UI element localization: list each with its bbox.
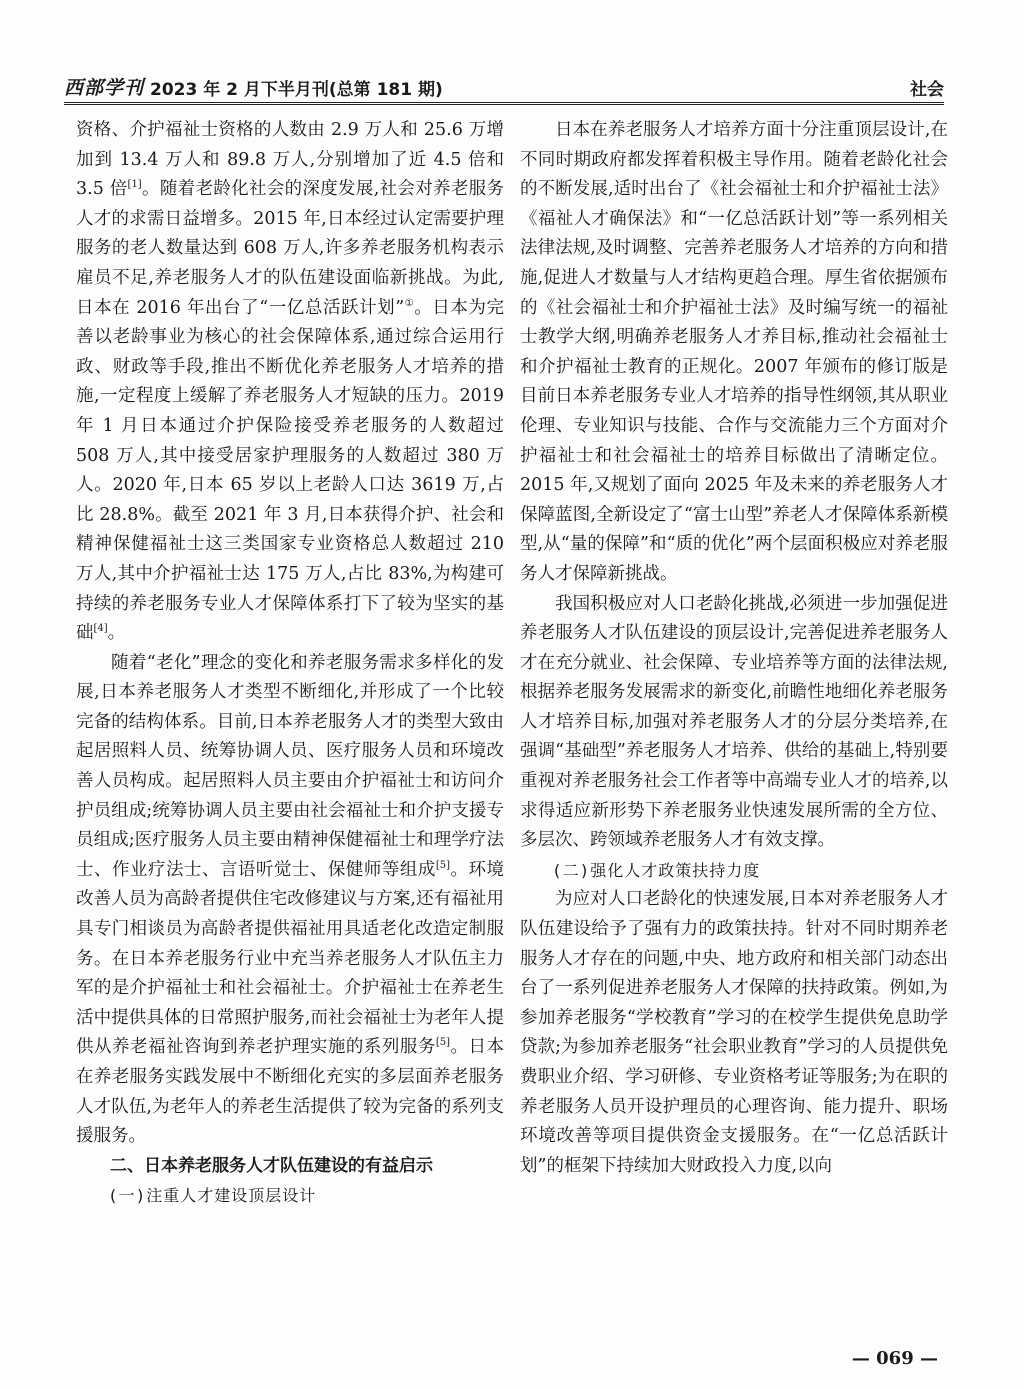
page-number: — 069 — xyxy=(851,1348,938,1369)
subsection-heading: (二)强化人才政策扶持力度 xyxy=(552,860,761,880)
paragraph: 我国积极应对人口老龄化挑战,必须进一步加强促进养老服务人才队伍建设的顶层设计,完善促进养老服务人才在充分就业、社会保障、专业培养等方面的法律法规,根据养老服务发展需求的新变化,前瞻性地细化养老服务人才培养目标,加强对养老服务人才的分层分类培养,在强调“基础型”养老服务人才培养、供给的基础上,特别要重视对养老服务社会工作者等中高端专业人才的培养,以求得适应新形势下养老服务业快速发展所需的全方位、多层次、跨领域养老服务人才有效支撑。 xyxy=(520,593,948,851)
paragraph: 随着“老化”理念的变化和养老服务需求多样化的发展,日本养老服务人才类型不断细化,并形成了一个比较完备的结构体系。目前,日本养老服务人才的类型大致由起居照料人员、统筹协调人员、医疗服务人员和环境改善人员构成。起居照料人员主要由介护福祉士和访问介护员组成;统筹协调人员主要由社会福祉士和介护支援专员组成;医疗服务人员主要由精神保健福祉士和理学疗法士、作业疗法士、言语听觉士、保健师等组成[5]。环境改善人员为高龄者提供住宅改修建议与方案,还有福祉用具专门相谈员为高龄者提供福祉用具适老化改造定制服务。在日本养老服务行业中充当养老服务人才队伍主力军的是介护福祉士和社会福祉士。介护福祉士在养老生活中提供具体的日常照护服务,而社会福祉士为老年人提供从养老福祉咨询到养老护理实施的系列服务[5]。日本在养老服务实践发展中不断细化充实的多层面养老服务人才队伍,为老年人的养老生活提供了较为完备的系列支援服务。 xyxy=(76,652,505,1147)
running-header xyxy=(64,70,944,105)
footnote-marker: ① xyxy=(404,297,415,309)
citation: [5] xyxy=(435,860,451,872)
citation: [4] xyxy=(93,623,108,635)
paragraph: 日本在养老服务人才培养方面十分注重顶层设计,在不同时期政府都发挥着积极主导作用。随着老龄化社会的不断发展,适时出台了《社会福祉士和介护福祉士法》《福祉人才确保法》和“一亿总活跃计划”等一系列相关法律法规,及时调整、完善养老服务人才培养的方向和措施,促进人才数量与人才结构更趋合理。厚生省依据颁布的《社会福祉士和介护福祉士法》及时编写统一的福祉士教学大纲,明确养老服务人才养目标,推动社会福祉士和介护福祉士教育的正规化。2007 年颁布的修订版是目前日本养老服务专业人才培养的指导性纲领,其从职业伦理、专业知识与技能、合作与交流能力三个方面对介护福祉士和社会福祉士的培养目标做出了清晰定位。2015 年,又规划了面向 2025 年及未来的养老服务人才保障蓝图,全新设定了“富士山型”养老人才保障体系新模型,从“量的保障”和“质的优化”两个层面积极应对养老服务人才保障新挑战。 xyxy=(520,120,948,584)
section-heading: 二、日本养老服务人才队伍建设的有益启示 xyxy=(110,1155,433,1176)
citation: [5] xyxy=(435,1037,451,1049)
paragraph: 为应对人口老龄化的快速发展,日本对养老服务人才队伍建设给予了强有力的政策扶持。针对不同时期养老服务人才存在的问题,中央、地方政府和相关部门动态出台了一系列促进养老服务人才保障的扶持政策。例如,为参加养老服务“学校教育”学习的在校学生提供免息助学贷款;为参加养老服务“社会职业教育”学习的人员提供免费职业介绍、学习研修、专业资格考证等服务;为在职的养老服务人员开设护理员的心理咨询、能力提升、职场环境改善等项目提供资金支援服务。在“一亿总活跃计划”的框架下持续加大财政投入力度,以向 xyxy=(520,889,948,1176)
left-column xyxy=(76,116,504,1211)
journal-name: 西部学刊 xyxy=(64,77,145,99)
header-left xyxy=(64,73,443,100)
section-name: 社会 xyxy=(910,80,944,100)
citation: [1] xyxy=(127,179,142,191)
issue-info: 2023 年 2 月下半月刊(总第 181 期) xyxy=(150,80,443,100)
paragraph: 资格、介护福祉士资格的人数由 2.9 万人和 25.6 万增加到 13.4 万人和 89.8 万人,分别增加了近 4.5 倍和 3.5 倍[1]。随着老龄化社会的深度发展,社会对养老服务人才的求需日益增多。2015 年,日本经过认定需要护理服务的老人数量达到 608 万人,许多养老服务机构表示雇员不足,养老服务人才的队伍建设面临新挑战。为此,日本在 2016 年出台了“一亿总活跃计划”①。日本为完善以老龄事业为核心的社会保障体系,通过综合运用行政、财政等手段,推出不断优化养老服务人才培养的措施,一定程度上缓解了养老服务人才短缺的压力。2019 年 1 月日本通过介护保险接受养老服务的人数超过 508 万人,其中接受居家护理服务的人数超过 380 万人。2020 年,日本 65 岁以上老龄人口达 3619 万,占比 28.8%。截至 2021 年 3 月,日本获得介护、社会和精神保健福祉士这三类国家专业资格总人数超过 210 万人,其中介护福祉士达 175 万人,占比 83%,为构建可持续的养老服务专业人才保障体系打下了较为坚实的基础[4]。 xyxy=(76,120,504,644)
subsection-heading: (一)注重人才建设顶层设计 xyxy=(108,1186,317,1206)
right-column xyxy=(520,116,948,1181)
